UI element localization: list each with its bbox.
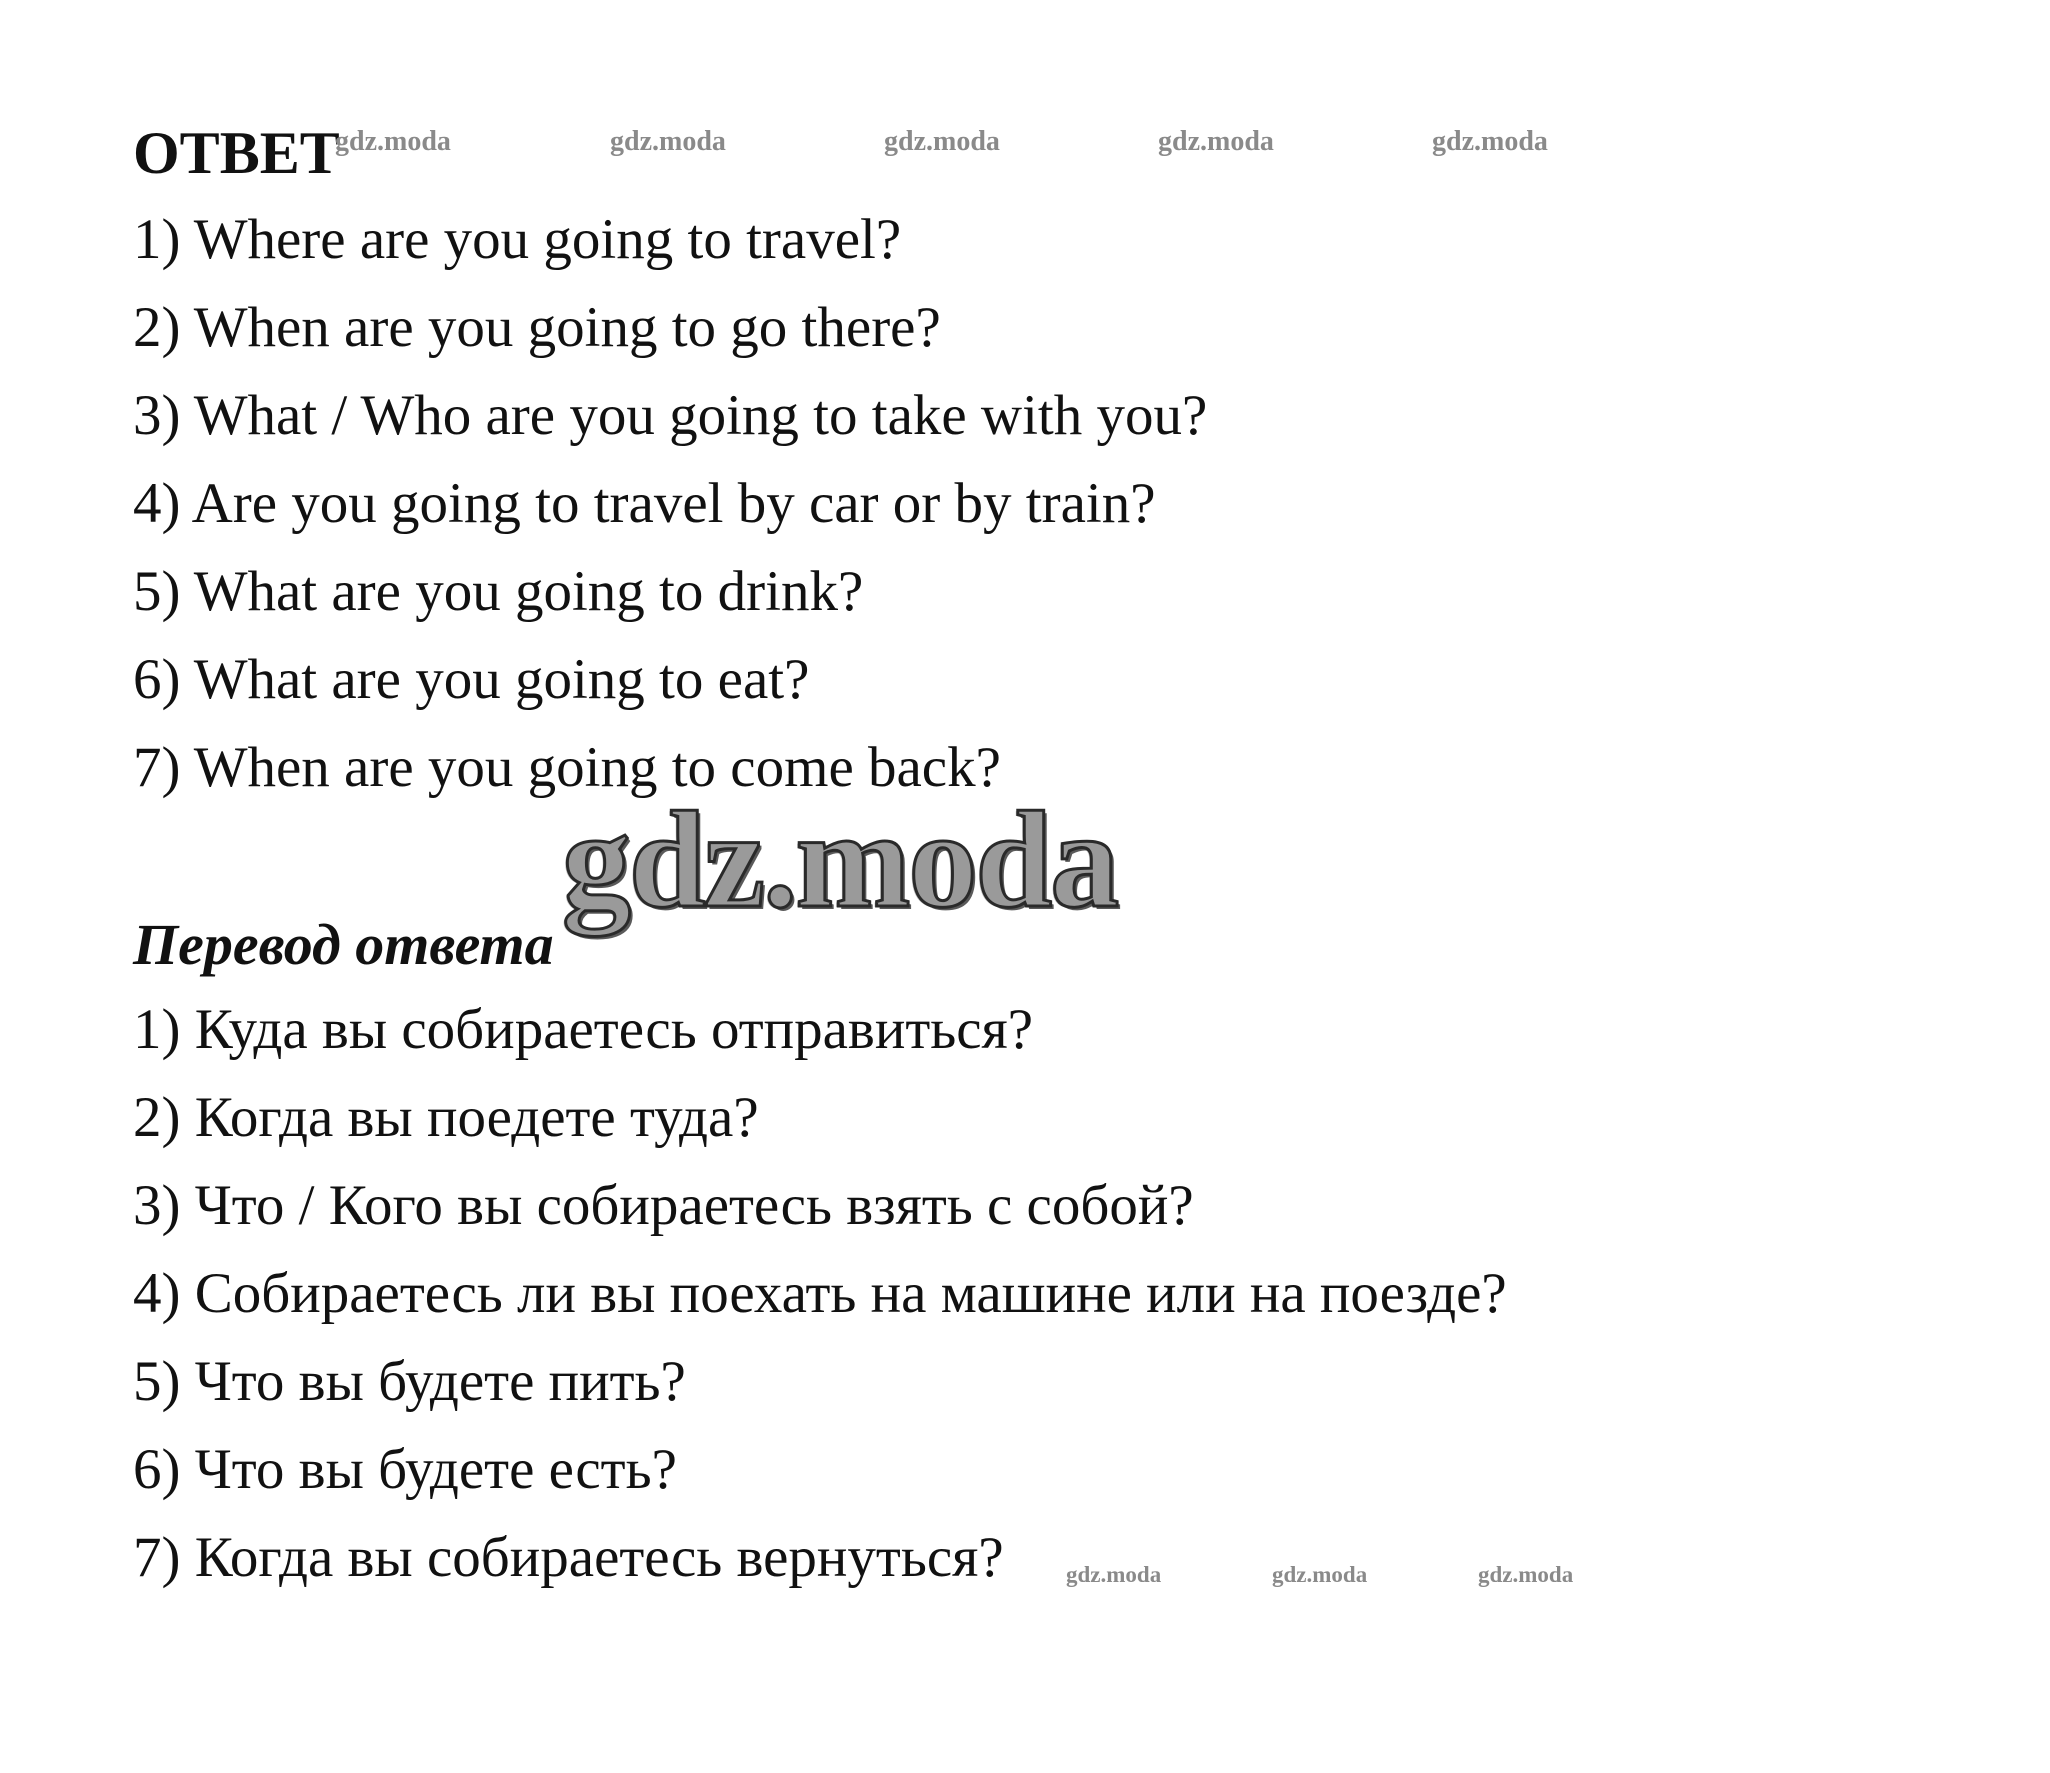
- watermark-bottom-2: gdz.moda: [1272, 1562, 1368, 1587]
- answer-item: 1) Where are you going to travel?: [133, 208, 902, 271]
- translation-item: 3) Что / Кого вы собираетесь взять с собой?: [133, 1174, 1194, 1237]
- watermark-top-3: gdz.moda: [884, 126, 1000, 157]
- watermark-large: gdz.moda: [562, 783, 1118, 936]
- answer-item: 5) What are you going to drink?: [133, 560, 864, 623]
- watermark-top-1: gdz.moda: [335, 126, 451, 157]
- answer-item: 7) When are you going to come back?: [133, 736, 1001, 799]
- translation-list: [133, 986, 1507, 1602]
- watermark-bottom-1: gdz.moda: [1066, 1562, 1162, 1587]
- answer-heading: ОТВЕТ: [133, 120, 340, 186]
- watermark-top-5: gdz.moda: [1432, 126, 1548, 157]
- watermark-top-4: gdz.moda: [1158, 126, 1274, 157]
- watermark-top-2: gdz.moda: [610, 126, 726, 157]
- answer-item: 2) When are you going to go there?: [133, 296, 941, 359]
- translation-item: 6) Что вы будете есть?: [133, 1438, 677, 1501]
- translation-item: 1) Куда вы собираетесь отправиться?: [133, 998, 1034, 1061]
- answer-item: 6) What are you going to eat?: [133, 648, 810, 711]
- watermark-bottom-3: gdz.moda: [1478, 1562, 1574, 1587]
- translation-item: 7) Когда вы собираетесь вернуться?: [133, 1526, 1004, 1589]
- translation-item: 5) Что вы будете пить?: [133, 1350, 686, 1413]
- translation-item: 2) Когда вы поедете туда?: [133, 1086, 759, 1149]
- translation-item: 4) Собираетесь ли вы поехать на машине или на поезде?: [133, 1262, 1507, 1325]
- answer-item: 4) Are you going to travel by car or by train?: [133, 472, 1156, 535]
- answer-item: 3) What / Who are you going to take with you?: [133, 384, 1208, 447]
- translation-heading: Перевод ответа: [133, 912, 554, 977]
- answer-list: [133, 196, 1207, 812]
